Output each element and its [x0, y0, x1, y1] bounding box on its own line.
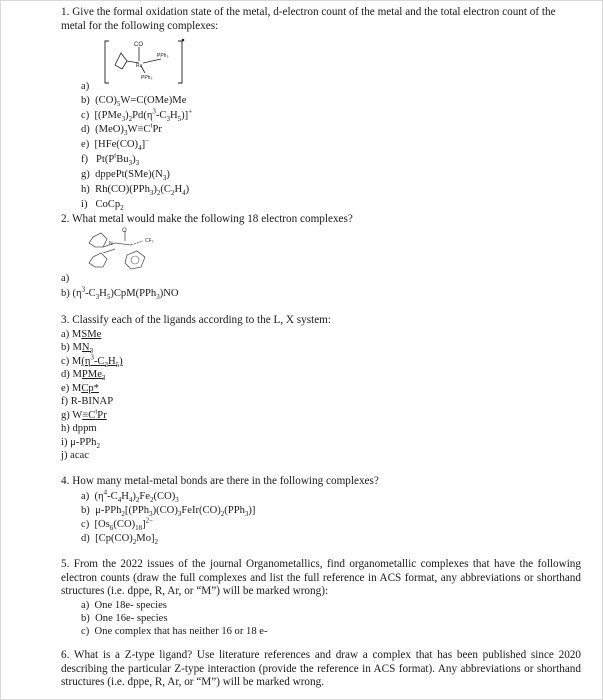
item-text: MSMe — [71, 329, 102, 340]
item-label: a) — [81, 81, 90, 92]
list-item — [61, 272, 69, 285]
item-text: dppm — [72, 423, 97, 434]
list-item — [61, 436, 100, 449]
item-label: e) — [61, 383, 70, 394]
item-text: $[(PMe_3)_2Pd(\eta^3-C_3H_5)]^+$ — [94, 107, 193, 124]
item-label: c) — [61, 356, 70, 367]
list-item — [81, 198, 124, 211]
list-item — [81, 94, 186, 107]
item-label: c) — [81, 626, 90, 637]
question-3-prompt: 3. Classify each of the ligands according to the L, X system: — [61, 314, 331, 326]
list-item — [61, 355, 123, 368]
item-text: $[HFe(CO)_4]^-$ — [94, 136, 150, 153]
item-text: $Rh(CO)(PPh_3)_2(C_2H_4)$ — [95, 184, 190, 198]
item-label: j) — [61, 450, 68, 461]
list-item — [61, 409, 107, 422]
item-label: e) — [81, 139, 90, 150]
item-label: h) — [81, 184, 90, 195]
item-text: $Pt(P^tBu_3)_3$ — [96, 151, 140, 168]
item-text: $(\eta^3-C_3H_5)CpM(PPh_3)NO$ — [72, 285, 179, 302]
list-item — [81, 490, 179, 503]
list-item — [81, 532, 158, 545]
item-label: b) — [61, 288, 70, 299]
item-text: $[Cp(CO)_2Mo]_2$ — [95, 533, 159, 547]
question-5-prompt — [61, 558, 581, 599]
item-text: $(CO)_5W=C(OMe)Me$ — [95, 95, 187, 109]
q2-structure-figure — [81, 227, 171, 275]
pph3-label-bottom: PPh₃ — [141, 75, 153, 81]
question-4-prompt: 4. How many metal-metal bonds are there in the following complexes? — [61, 475, 379, 487]
ru-label: Ru — [136, 63, 143, 69]
co-label: CO — [134, 42, 143, 48]
item-text: acac — [70, 450, 89, 461]
item-text: $M(\eta^3-C_3H_5)$ — [71, 353, 123, 370]
list-item — [81, 109, 192, 122]
item-label: a) — [61, 329, 70, 340]
item-text: One 16e- species — [95, 613, 168, 624]
question-1-prompt: 1. Give the formal oxidation state of the metal, d-electron count of the metal and the total electron count of the metal for the following complexes: — [61, 6, 556, 32]
n-label: N — [109, 241, 113, 247]
list-item — [61, 328, 101, 341]
item-text: $dppePt(SMe)(N_3)$ — [95, 169, 170, 183]
pph3-label-top: PPh₃ — [157, 53, 169, 59]
list-item — [61, 368, 105, 381]
list-item — [61, 395, 113, 408]
question-2-prompt: 2. What metal would make the following 18 electron complexes? — [61, 213, 353, 225]
item-label: d) — [81, 533, 90, 544]
item-label: i) — [81, 199, 88, 210]
list-item — [81, 183, 189, 196]
item-label: g) — [61, 410, 70, 421]
list-item — [81, 504, 255, 517]
list-item — [81, 518, 153, 531]
item-text: $W\equiv C^tPr$ — [72, 407, 107, 421]
item-text: $\mu-PPh_2[(PPh_3)(CO)_3FeIr(CO)_2(PPh_3)]$ — [95, 505, 256, 519]
q1-structure-figure — [101, 37, 186, 87]
item-label: i) — [61, 437, 68, 448]
list-item — [81, 80, 89, 93]
item-text: $[Os_6(CO)_{18}]^{2-}$ — [94, 516, 154, 533]
cf3-label: CF₃ — [145, 238, 154, 244]
item-label: h) — [61, 423, 70, 434]
item-text: $(MeO)_3W\equiv C^tPr$ — [95, 121, 162, 138]
list-item — [81, 153, 139, 166]
item-label: g) — [81, 169, 90, 180]
item-text: MCp* — [71, 383, 99, 394]
list-item — [61, 341, 93, 354]
item-text: One 18e- species — [94, 600, 167, 611]
q5-prompt-text: 5. From the 2022 issues of the journal Organometallics, find organometallic complexes that have the following electron counts (draw the full complexes and list the full reference in ACS format, any abbreviations or shorthand structures (i.e. dppe, R, Ar, or “M”) will be marked wrong): — [61, 558, 581, 597]
o-label: O — [122, 228, 127, 234]
list-item — [81, 168, 170, 181]
question-6-prompt: 6. What is a Z-type ligand? Use literature references and draw a complex that has been published since 2020 describing the particular Z-type interaction (provide the reference in ACS format). Any abbreviations or shorthand structures (i.e. dppe, R, Ar, or “M”) will be marked wrong. — [61, 649, 581, 688]
item-label: b) — [81, 613, 90, 624]
list-item — [81, 612, 168, 625]
list-item — [81, 138, 149, 151]
item-text: CoCp$_2$ — [95, 199, 124, 213]
item-label: a) — [81, 600, 90, 611]
item-label: f) — [81, 154, 89, 165]
item-text: One complex that has neither 16 or 18 e- — [94, 626, 268, 637]
item-text: R-BINAP — [70, 396, 114, 407]
item-label: d) — [81, 124, 90, 135]
list-item — [81, 123, 162, 136]
item-text: $(\eta^4-C_4H_4)_2Fe_2(CO)_3$ — [94, 488, 179, 505]
item-label: b) — [61, 342, 70, 353]
item-label: c) — [81, 519, 90, 530]
list-item — [61, 422, 97, 435]
item-label: a) — [61, 273, 70, 284]
list-item — [61, 287, 179, 300]
item-label: b) — [81, 505, 90, 516]
item-label: f) — [61, 396, 69, 407]
list-item — [81, 625, 268, 638]
list-item — [61, 382, 99, 395]
item-label: a) — [81, 491, 90, 502]
item-label: c) — [81, 110, 90, 121]
item-label: d) — [61, 369, 70, 380]
item-text: $MN_3$ — [72, 342, 94, 356]
list-item — [61, 449, 89, 462]
list-item — [81, 599, 167, 612]
item-text: μ-PPh$_2$ — [70, 437, 100, 451]
item-text: MPMe$_3$ — [72, 369, 106, 383]
item-label: b) — [81, 95, 90, 106]
